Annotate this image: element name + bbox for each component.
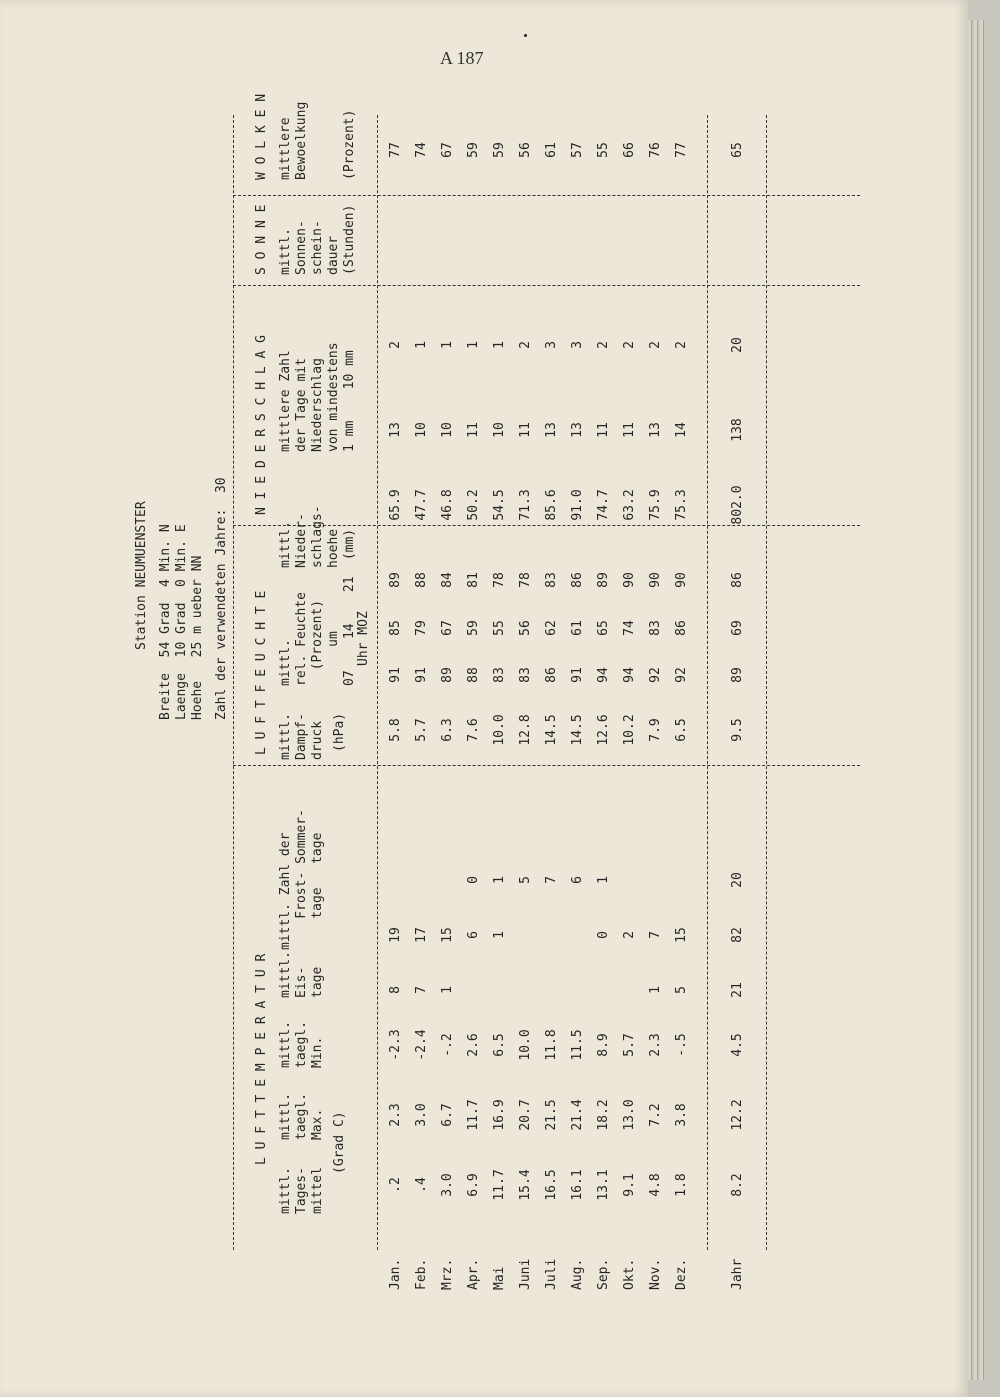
table-row-max: 2.3 <box>388 1103 403 1127</box>
table-row-mittel: 15.4 <box>518 1169 533 1201</box>
table-row-frost: 15 <box>440 927 455 943</box>
table-row-mittel: 16.1 <box>570 1169 585 1201</box>
table-row-f14: 85 <box>388 620 403 636</box>
table-row-f07: 91 <box>414 667 429 683</box>
hdr-bewoelkung: mittlere Bewoelkung <box>278 101 309 180</box>
hdr-min: mittl. taegl. Min. <box>278 1021 325 1068</box>
table-row-t10: 2 <box>674 341 689 349</box>
table-row-f14: 61 <box>570 620 585 636</box>
table-row-month: Sep. <box>596 1258 611 1290</box>
rule-year-bottom <box>766 115 767 1250</box>
table-row-sommer: 7 <box>544 876 559 884</box>
table-row-dampf: 7.9 <box>648 718 663 742</box>
table-row-sommer: 1 <box>492 876 507 884</box>
table-row-nied: 75.9 <box>648 489 663 521</box>
hdr-grad: (Grad C) <box>332 1111 347 1174</box>
table-row-eis: 8 <box>388 986 403 994</box>
year-row-eis: 21 <box>730 982 745 998</box>
page-edge <box>968 20 972 1380</box>
hdr-zeiten: 07 14 21 <box>342 576 357 686</box>
table-row-dampf: 5.7 <box>414 718 429 742</box>
table-row-month: Dez. <box>674 1258 689 1290</box>
table-row-t1: 13 <box>388 422 403 438</box>
table-row-dampf: 6.5 <box>674 718 689 742</box>
year-row-t10: 20 <box>730 337 745 353</box>
table-row-max: 21.5 <box>544 1099 559 1131</box>
table-row-month: Juni <box>518 1258 533 1290</box>
table-row-month: Nov. <box>648 1258 663 1290</box>
table-row-f14: 86 <box>674 620 689 636</box>
table-row-f07: 83 <box>518 667 533 683</box>
table-row-dampf: 10.0 <box>492 714 507 746</box>
table-row-frost: 17 <box>414 927 429 943</box>
table-row-eis: 1 <box>648 986 663 994</box>
year-row-min: 4.5 <box>730 1033 745 1057</box>
table-row-bew: 77 <box>388 142 403 158</box>
table-row-f14: 67 <box>440 620 455 636</box>
table-row-f07: 94 <box>622 667 637 683</box>
table-row-t1: 10 <box>440 422 455 438</box>
table-row-bew: 67 <box>440 142 455 158</box>
table-row-t1: 11 <box>466 422 481 438</box>
table-row-mittel: 13.1 <box>596 1169 611 1201</box>
table-row-t10: 2 <box>622 341 637 349</box>
table-row-min: -2.4 <box>414 1029 429 1061</box>
table-row-nied: 75.3 <box>674 489 689 521</box>
group-luftfeuchte: L U F T F E U C H T E <box>254 590 269 755</box>
table-row-mittel: 11.7 <box>492 1169 507 1201</box>
table-row-max: 18.2 <box>596 1099 611 1131</box>
table-row-nied: 63.2 <box>622 489 637 521</box>
table-row-t1: 14 <box>674 422 689 438</box>
table-row-f21: 78 <box>492 572 507 588</box>
table-row-t10: 3 <box>544 341 559 349</box>
year-row-frost: 82 <box>730 927 745 943</box>
table-row-bew: 61 <box>544 142 559 158</box>
table-row-f21: 89 <box>388 572 403 588</box>
climate-table <box>130 30 820 1290</box>
table-row-min: -2.3 <box>388 1029 403 1061</box>
table-row-frost: 6 <box>466 931 481 939</box>
hdr-hpa: (hPa) <box>332 712 347 752</box>
table-row-mittel: .4 <box>414 1177 429 1193</box>
table-row-min: 5.7 <box>622 1033 637 1057</box>
table-row-f14: 65 <box>596 620 611 636</box>
station-hoehe: Hoehe 25 m ueber NN <box>190 555 205 720</box>
table-row-t10: 1 <box>492 341 507 349</box>
table-row-f07: 88 <box>466 667 481 683</box>
table-row-min: -.2 <box>440 1033 455 1057</box>
table-row-dampf: 10.2 <box>622 714 637 746</box>
year-row-f21: 86 <box>730 572 745 588</box>
table-row-dampf: 12.6 <box>596 714 611 746</box>
table-row-f07: 91 <box>570 667 585 683</box>
table-row-nied: 85.6 <box>544 489 559 521</box>
table-row-month: Aug. <box>570 1258 585 1290</box>
table-row-f07: 92 <box>674 667 689 683</box>
table-row-frost: 2 <box>622 931 637 939</box>
table-row-f07: 86 <box>544 667 559 683</box>
table-row-f14: 62 <box>544 620 559 636</box>
table-row-month: Feb. <box>414 1258 429 1290</box>
station-years: Zahl der verwendeten Jahre: 30 <box>214 477 229 720</box>
table-row-eis: 5 <box>674 986 689 994</box>
table-row-frost: 7 <box>648 931 663 939</box>
page-number: A 187 <box>440 48 484 68</box>
table-row-bew: 57 <box>570 142 585 158</box>
table-row-min: 6.5 <box>492 1033 507 1057</box>
year-row-f07: 89 <box>730 667 745 683</box>
table-row-t1: 10 <box>414 422 429 438</box>
hdr-max: mittl. taegl. Max. <box>278 1093 325 1140</box>
table-row-mittel: 6.9 <box>466 1173 481 1197</box>
table-row-month: Mai <box>492 1266 507 1290</box>
table-row-eis: 1 <box>440 986 455 994</box>
table-row-sommer: 0 <box>466 876 481 884</box>
table-row-month: Okt. <box>622 1258 637 1290</box>
group-sonne: S O N N E <box>254 204 269 275</box>
year-row-dampf: 9.5 <box>730 718 745 742</box>
table-row-nied: 91.0 <box>570 489 585 521</box>
rule-header <box>377 115 378 1250</box>
hdr-feuchte: mittl. rel. Feuchte (Prozent) um <box>278 592 341 686</box>
table-row-sommer: 6 <box>570 876 585 884</box>
table-row-month: Mrz. <box>440 1258 455 1290</box>
table-row-nied: 71.3 <box>518 489 533 521</box>
table-row-f21: 89 <box>596 572 611 588</box>
table-row-f21: 84 <box>440 572 455 588</box>
table-row-t10: 2 <box>388 341 403 349</box>
hdr-uhr: Uhr MOZ <box>356 611 371 666</box>
table-row-t1: 13 <box>544 422 559 438</box>
table-row-max: 7.2 <box>648 1103 663 1127</box>
hdr-tagesmittel: mittl. Tages- mittel <box>278 1167 325 1214</box>
table-row-bew: 76 <box>648 142 663 158</box>
table-row-mittel: 9.1 <box>622 1173 637 1197</box>
table-row-nied: 47.7 <box>414 489 429 521</box>
table-row-f07: 91 <box>388 667 403 683</box>
table-row-min: 2.6 <box>466 1033 481 1057</box>
table-row-min: 10.0 <box>518 1029 533 1061</box>
table-row-month: Jan. <box>388 1258 403 1290</box>
table-row-f14: 55 <box>492 620 507 636</box>
table-row-max: 3.8 <box>674 1103 689 1127</box>
table-row-dampf: 14.5 <box>570 714 585 746</box>
year-row-sommer: 20 <box>730 872 745 888</box>
hdr-nied-tage: mittlere Zahl der Tage mit Niederschlag von mindestens 1 mm 10 mm <box>278 342 357 452</box>
table-row-min: -.5 <box>674 1033 689 1057</box>
table-row-mittel: 1.8 <box>674 1173 689 1197</box>
table-row-min: 8.9 <box>596 1033 611 1057</box>
table-row-t10: 2 <box>596 341 611 349</box>
table-row-f14: 56 <box>518 620 533 636</box>
table-row-t10: 1 <box>414 341 429 349</box>
table-row-nied: 50.2 <box>466 489 481 521</box>
table-row-f07: 89 <box>440 667 455 683</box>
table-row-mittel: 4.8 <box>648 1173 663 1197</box>
table-row-dampf: 14.5 <box>544 714 559 746</box>
hdr-dampf: mittl. Dampf- druck <box>278 713 325 760</box>
table-row-f14: 59 <box>466 620 481 636</box>
year-row-max: 12.2 <box>730 1099 745 1131</box>
table-row-dampf: 5.8 <box>388 718 403 742</box>
station-laenge: Laenge 10 Grad 0 Min. E <box>174 524 189 720</box>
table-row-mittel: 3.0 <box>440 1173 455 1197</box>
table-row-f21: 90 <box>674 572 689 588</box>
table-row-t1: 10 <box>492 422 507 438</box>
table-row-t10: 2 <box>648 341 663 349</box>
table-row-t1: 11 <box>596 422 611 438</box>
table-row-f21: 83 <box>544 572 559 588</box>
rule-year-top <box>707 115 708 1250</box>
table-row-mittel: .2 <box>388 1177 403 1193</box>
table-row-f21: 81 <box>466 572 481 588</box>
table-row-bew: 77 <box>674 142 689 158</box>
table-row-bew: 59 <box>466 142 481 158</box>
table-row-f21: 86 <box>570 572 585 588</box>
table-row-nied: 74.7 <box>596 489 611 521</box>
table-row-f07: 94 <box>596 667 611 683</box>
group-lufttemperatur: L U F T T E M P E R A T U R <box>254 953 269 1165</box>
table-row-nied: 65.9 <box>388 489 403 521</box>
year-row-mittel: 8.2 <box>730 1173 745 1197</box>
table-row-f21: 90 <box>648 572 663 588</box>
hdr-zahl-der: mittl. Zahl der Frost- Sommer- tage tage <box>278 809 325 950</box>
table-row-frost: 19 <box>388 927 403 943</box>
table-row-f14: 79 <box>414 620 429 636</box>
table-row-max: 11.7 <box>466 1099 481 1131</box>
table-row-dampf: 12.8 <box>518 714 533 746</box>
year-row-f14: 69 <box>730 620 745 636</box>
table-row-max: 21.4 <box>570 1099 585 1131</box>
table-row-bew: 56 <box>518 142 533 158</box>
hdr-eistage: mittl. Eis- tage <box>278 951 325 998</box>
year-row-nied: 802.0 <box>730 485 745 525</box>
table-row-f07: 92 <box>648 667 663 683</box>
table-row-max: 3.0 <box>414 1103 429 1127</box>
page-edge <box>974 20 978 1380</box>
station-title: Station NEUMUENSTER <box>134 501 149 650</box>
table-row-nied: 46.8 <box>440 489 455 521</box>
table-row-nied: 54.5 <box>492 489 507 521</box>
year-row-t1: 138 <box>730 418 745 442</box>
table-row-f21: 90 <box>622 572 637 588</box>
hdr-nied-hoehe: mittl. Nieder- schlags- hoehe (mm) <box>278 505 357 568</box>
table-row-f07: 83 <box>492 667 507 683</box>
table-row-min: 11.8 <box>544 1029 559 1061</box>
table-row-t10: 1 <box>466 341 481 349</box>
table-row-month: Juli <box>544 1258 559 1290</box>
year-row-month: Jahr <box>730 1258 745 1290</box>
table-row-frost: 15 <box>674 927 689 943</box>
table-row-frost: 1 <box>492 931 507 939</box>
table-row-max: 16.9 <box>492 1099 507 1131</box>
table-row-f21: 88 <box>414 572 429 588</box>
hdr-prozent: (Prozent) <box>342 109 357 180</box>
table-row-t10: 1 <box>440 341 455 349</box>
table-row-t1: 13 <box>570 422 585 438</box>
table-row-f14: 74 <box>622 620 637 636</box>
table-row-t10: 2 <box>518 341 533 349</box>
group-niederschlag: N I E D E R S C H L A G <box>254 334 269 515</box>
table-row-frost: 0 <box>596 931 611 939</box>
table-row-eis: 7 <box>414 986 429 994</box>
year-row-bew: 65 <box>730 142 745 158</box>
table-row-sommer: 1 <box>596 876 611 884</box>
table-row-bew: 66 <box>622 142 637 158</box>
group-wolken: W O L K E N <box>254 93 269 180</box>
table-row-bew: 59 <box>492 142 507 158</box>
table-row-mittel: 16.5 <box>544 1169 559 1201</box>
table-row-max: 13.0 <box>622 1099 637 1131</box>
table-row-dampf: 6.3 <box>440 718 455 742</box>
table-row-min: 11.5 <box>570 1029 585 1061</box>
hdr-sonne: mittl. Sonnen- schein- dauer (Stunden) <box>278 204 357 275</box>
table-row-bew: 74 <box>414 142 429 158</box>
table-row-t1: 11 <box>518 422 533 438</box>
table-row-max: 6.7 <box>440 1103 455 1127</box>
page-edge <box>980 20 984 1380</box>
table-row-max: 20.7 <box>518 1099 533 1131</box>
table-row-min: 2.3 <box>648 1033 663 1057</box>
table-row-sommer: 5 <box>518 876 533 884</box>
table-row-f21: 78 <box>518 572 533 588</box>
table-row-f14: 83 <box>648 620 663 636</box>
station-breite: Breite 54 Grad 4 Min. N <box>158 524 173 720</box>
table-row-month: Apr. <box>466 1258 481 1290</box>
table-row-t1: 13 <box>648 422 663 438</box>
table-row-t1: 11 <box>622 422 637 438</box>
table-row-t10: 3 <box>570 341 585 349</box>
table-row-dampf: 7.6 <box>466 718 481 742</box>
table-row-bew: 55 <box>596 142 611 158</box>
